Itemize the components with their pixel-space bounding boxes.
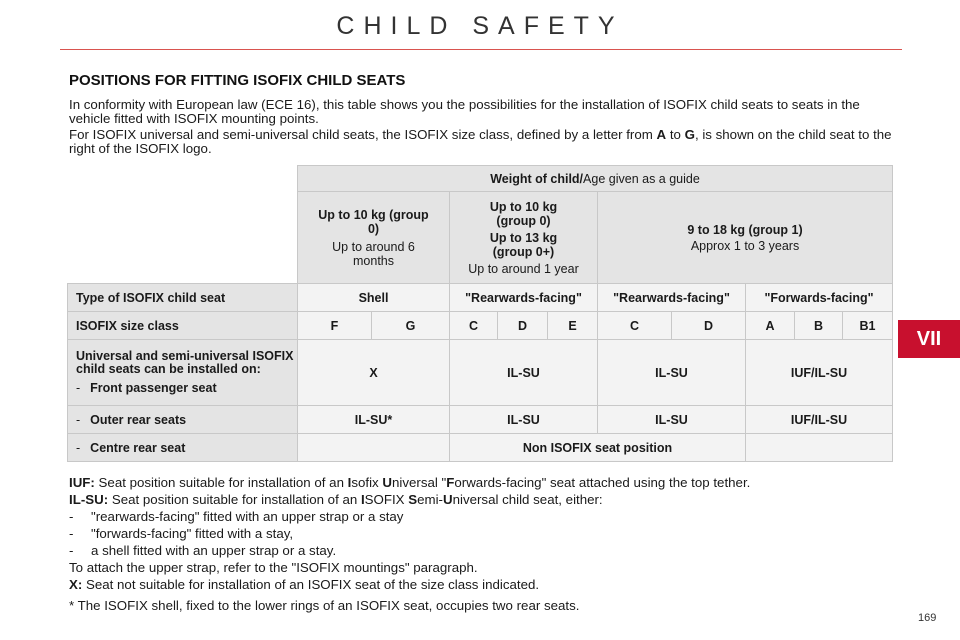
size-cell: F: [298, 312, 372, 340]
type-cell: Shell: [298, 284, 450, 312]
size-cell: B1: [843, 312, 893, 340]
group-0plus-header: [450, 192, 598, 284]
table-corner: [68, 192, 298, 284]
footnote: * The ISOFIX shell, fixed to the lower rings of an ISOFIX seat, occupies two rear seats.: [69, 598, 580, 613]
group-1-header: [598, 192, 893, 284]
front-passenger-label: - Front passenger seat: [76, 381, 217, 395]
outer-rear-label: - Outer rear seats: [68, 406, 298, 434]
note-bullet: - "rearwards-facing" fitted with an upper strap or a stay: [69, 509, 404, 524]
intro-paragraph-1: In conformity with European law (ECE 16), this table shows you the possibilities for the installation of ISOFIX child seats to seats in the vehicle fitted with ISOFIX mounting points.: [69, 97, 860, 126]
section-heading: POSITIONS FOR FITTING ISOFIX CHILD SEATS: [69, 72, 406, 89]
intro-paragraph-2: For ISOFIX universal and semi-universal child seats, the ISOFIX size class, defined by a letter from A to G, is shown on the child seat to the right of the ISOFIX logo.: [69, 127, 892, 156]
note-bullet: - a shell fitted with an upper strap or a stay.: [69, 543, 337, 558]
size-cell: A: [746, 312, 795, 340]
size-cell: B: [795, 312, 843, 340]
front-passenger-cell: IUF/IL-SU: [746, 340, 893, 406]
front-passenger-cell: IL-SU: [450, 340, 598, 406]
type-cell: "Rearwards-facing": [450, 284, 598, 312]
front-passenger-cell: X: [298, 340, 450, 406]
group-0plus-weight-1: Up to 10 kg (group 0): [489, 199, 558, 228]
outer-rear-cell: IL-SU*: [298, 406, 450, 434]
chapter-title: CHILD SAFETY: [336, 12, 624, 40]
chapter-tab[interactable]: VII: [898, 320, 960, 358]
front-passenger-cell: IL-SU: [598, 340, 746, 406]
title-divider: [60, 49, 902, 50]
size-row-label: ISOFIX size class: [68, 312, 298, 340]
note-bullet: - "forwards-facing" fitted with a stay,: [69, 526, 294, 541]
size-cell: D: [498, 312, 548, 340]
size-cell: D: [672, 312, 746, 340]
size-cell: E: [548, 312, 598, 340]
outer-rear-cell: IL-SU: [450, 406, 598, 434]
group-1-weight: 9 to 18 kg (group 1): [687, 222, 803, 237]
size-cell: C: [450, 312, 498, 340]
group-1-age: Approx 1 to 3 years: [690, 238, 800, 253]
outer-rear-cell: IUF/IL-SU: [746, 406, 893, 434]
centre-rear-cell: Non ISOFIX seat position: [450, 434, 746, 462]
group-0plus-weight-2: Up to 13 kg (group 0+): [489, 230, 558, 259]
universal-row-label: [68, 340, 298, 406]
note-x: X: Seat not suitable for installation of an ISOFIX seat of the size class indicated.: [69, 577, 540, 592]
group-0-weight: Up to 10 kg (group 0): [318, 207, 429, 236]
outer-rear-cell: IL-SU: [598, 406, 746, 434]
centre-rear-label: - Centre rear seat: [68, 434, 298, 462]
weight-header: Weight of child/Age given as a guide: [298, 166, 893, 192]
notes: [69, 474, 899, 614]
size-cell: G: [372, 312, 450, 340]
group-0-header: [298, 192, 450, 284]
centre-rear-cell-empty: [298, 434, 450, 462]
note-ilsu: IL-SU: Seat position suitable for installation of an ISOFIX Semi-Universal child seat, either:: [69, 492, 603, 507]
note-attach: To attach the upper strap, refer to the "ISOFIX mountings" paragraph.: [69, 560, 478, 575]
universal-row-title: Universal and semi-universal ISOFIX child seats can be installed on:: [76, 349, 294, 376]
type-row-label: Type of ISOFIX child seat: [68, 284, 298, 312]
centre-rear-cell-empty: [746, 434, 893, 462]
type-cell: "Forwards-facing": [746, 284, 893, 312]
table-corner: [68, 166, 298, 192]
type-cell: "Rearwards-facing": [598, 284, 746, 312]
group-0-age: Up to around 6 months: [332, 239, 415, 268]
page-number: 169: [918, 612, 937, 624]
isofix-table: [67, 165, 892, 462]
size-cell: C: [598, 312, 672, 340]
note-iuf: IUF: Seat position suitable for installation of an Isofix Universal "Forwards-facing" seat attached using the top tether.: [69, 475, 751, 490]
group-0plus-age: Up to around 1 year: [468, 261, 579, 276]
